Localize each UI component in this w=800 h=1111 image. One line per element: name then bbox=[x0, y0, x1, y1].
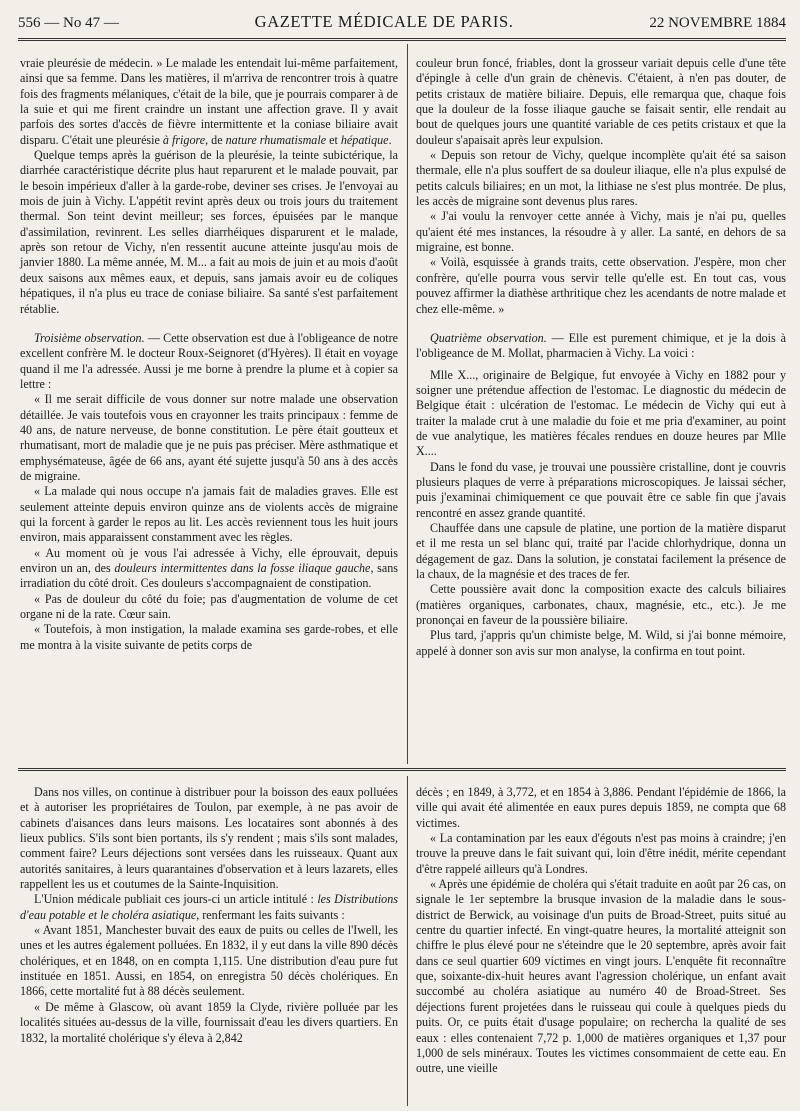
header-rule bbox=[18, 38, 786, 41]
paragraph: Quelque temps après la guérison de la pleurésie, la teinte subictérique, la diarrhée caractéristique décrite plus haut reparurent et le malade pouvait, par le besoin impérieux d'aller à la garde-robe, deviner ses crises. Je l'envoyai au mois de juin à Vichy. L'appétit revint après deux ou trois jours du traitement thermal. Son teint devint meilleur; ses forces, épuisées par le manque d'assimilation, revinrent. Les selles diarrhéiques disparurent et le malade, après son retour de Vichy, n'en ressentit aucune atteinte jusqu'au mois de janvier 1880. La même année, M. M... a fait au mois de juin et au mois d'août deux saisons aux mêmes eaux, et depuis, sans jamais avoir eu de coliques hépatiques, il n'a plus eu trace de coniase biliaire. Sa santé s'est parfaitement rétablie. bbox=[20, 148, 398, 316]
column-divider-bottom bbox=[407, 776, 408, 1106]
column-divider-top bbox=[407, 44, 408, 764]
paragraph: Chauffée dans une capsule de platine, une portion de la matière disparut et il me resta un sel blanc qui, traité par l'acide chlorhydrique, donna un dégagement de gaz. Dans la solution, je constatai facilement la présence de la chaux, de la magnésie et des traces de fer. bbox=[416, 520, 786, 581]
column-bottom-left bbox=[20, 785, 398, 1046]
paragraph: « Depuis son retour de Vichy, quelque incomplète qu'ait été sa saison thermale, elle n'a plus souffert de sa douleur iliaque, elle n'a plus expulsé de petits calculs biliaires; en un mot, la lithiase ne s'est plus montrée. De plus, les accès de migraine sont devenus plus rares. bbox=[416, 148, 786, 209]
paragraph: « Au moment où je vous l'ai adressée à Vichy, elle éprouvait, depuis environ un an, des douleurs intermittentes dans la fosse iliaque gauche, sans irradiation du côté droit. Ces douleurs s'accompagnaient de constipation. bbox=[20, 545, 398, 591]
paragraph: « Avant 1851, Manchester buvait des eaux de puits ou celles de l'Iwell, les unes et les autres également polluées. En 1832, il y eut dans la ville 890 décès cholériques, et en 1848, on en compta 1,115. Une distribution d'eau pure fut instituée en 1851. Aussi, en 1854, on enregistra 50 décès cholériques. En 1866, cette mortalité fut à 88 décès seulement. bbox=[20, 923, 398, 999]
paragraph: « Après une épidémie de choléra qui s'était traduite en août par 26 cas, on signale le 1er septembre la brusque invasion de la maladie dans le sous-district de Berwick, au voisinage d'un puits de Broad-Street, puits situé au centre du quartier infecté. En vingt-quatre heures, la mortalité atteignit son chiffre le plus élevé pour ne s'éteindre que le 20 septembre, après avoir fait dans ce seul quartier 609 victimes en vingt jours. L'enquête fit reconnaître que, soixante-dix-huit heures avant l'agression cholérique, un enfant avait succombé au choléra asiatique au numéro 40 de Broad-Street. Ses déjections furent projetées dans le ruisseau qui coule à quelques pieds du puits. Or, ce puits était d'usage populaire; on rechercha la qualité de ses eaux : elles contenaient 7,72 p. 1,000 de matières organiques et 1,37 pour 1,000 de sels minéraux. Toutes les victimes consommaient de cette eau. En outre, une vieille bbox=[416, 877, 786, 1076]
paragraph: Plus tard, j'appris qu'un chimiste belge, M. Wild, si j'ai bonne mémoire, appelé à donner son avis sur mon analyse, la confirma en tout point. bbox=[416, 628, 786, 658]
column-bottom-right bbox=[416, 785, 786, 1077]
paragraph: « Toutefois, à mon instigation, la malade examina ses garde-robes, et elle me montra à la visite suivante de petits corps de bbox=[20, 622, 398, 652]
paragraph: Quatrième observation. — Elle est purement chimique, et je la dois à l'obligeance de M. Mollat, pharmacien à Vichy. La voici : bbox=[416, 330, 786, 361]
paragraph: L'Union médicale publiait ces jours-ci un article intitulé : les Distributions d'eau potable et le choléra asiatique, renfermant les faits suivants : bbox=[20, 892, 398, 922]
page-number: 556 bbox=[18, 15, 41, 31]
paragraph: couleur brun foncé, friables, dont la grosseur variait depuis celle d'une tête d'épingle à celle d'un grain de chènevis. C'étaient, à n'en pas douter, de petits cristaux de matière biliaire. Depuis, elle remarqua que, chaque fois que la douleur de la fosse iliaque gauche se faisait sentir, elle rendait au bout de quelques jours une quantité variable de ces petits cristaux et que la douleur s'apaisait après leur expulsion. bbox=[416, 56, 786, 147]
paragraph: Dans le fond du vase, je trouvai une poussière cristalline, dont je couvris plusieurs plaques de verre à préparations microscopiques. Je laissai sécher, puis j'examinai chimiquement ce que pouvait être ce sable fin que j'avais rencontré en assez grande quantité. bbox=[416, 459, 786, 520]
section-divider bbox=[18, 768, 786, 771]
paragraph: « J'ai voulu la renvoyer cette année à Vichy, mais je n'ai pu, quelles qu'aient été mes instances, la résoudre à y aller. La santé, en dehors de sa migraine, est bonne. bbox=[416, 209, 786, 255]
paragraph: Mlle X..., originaire de Belgique, fut envoyée à Vichy en 1882 pour y soigner une prétendue affection de l'estomac. Le diagnostic du médecin de Belgique était : ulcération de l'estomac. Le médecin de Vichy qui eut à traiter la malade crut à une maladie du foie et me pria d'examiner, au point de vue analytique, les matières fécales rendues en douze heures par Mlle X.... bbox=[416, 367, 786, 459]
paragraph: « De même à Glascow, où avant 1859 la Clyde, rivière polluée par les localités situées au-dessus de la ville, fournissait d'eau les divers quartiers. En 1832, la mortalité cholérique s'y éleva à 2,842 bbox=[20, 999, 398, 1045]
issue-number: — No 47 — bbox=[44, 15, 119, 31]
paragraph: « La contamination par les eaux d'égouts n'est pas moins à craindre; j'en trouve la preuve dans le fait suivant qui, loin d'être inédit, mérite cependant d'être rappelé ailleurs qu'à Londres. bbox=[416, 831, 786, 876]
paragraph: vraie pleurésie de médecin. » Le malade les entendait lui-même parfaitement, ainsi que sa femme. Dans les matières, il m'arriva de rencontrer trois à quatre fois des fragments mélaniques, c'était de la bile, que je pourrais comparer à de la suie et qui me firent craindre un instant une affection grave. Il y avait parfois des sortes d'accès de fièvre intermittente et la coniase biliaire avait disparu. C'était une pleurésie à frigore, de nature rhumatismale et hépatique. bbox=[20, 56, 398, 147]
section-heading: Quatrième observation. bbox=[430, 330, 547, 345]
paragraph: Dans nos villes, on continue à distribuer pour la boisson des eaux polluées et à autoriser les propriétaires de Toulon, par exemple, à ne pas avoir de cabinets d'aisances dans leurs maisons. Les locataires sont abonnés à des lieux publics. S'ils sont bien portants, ils s'y rendent ; mais s'ils sont malades, comment faire? Leurs déjections sont versées dans les ruisseaux. Quant aux autorités sanitaires, à leurs quarantaines d'observation et à leurs lazarets, elles rappellent les us et coutumes de la Sainte-Inquisition. bbox=[20, 785, 398, 892]
masthead bbox=[18, 12, 786, 36]
paragraph: Cette poussière avait donc la composition exacte des calculs biliaires (matières organiques, carbonates, chaux, magnésie, etc., etc.). Je me prononçai en faveur de la poussière biliaire. bbox=[416, 582, 786, 628]
section-heading: Troisième observation. bbox=[34, 330, 145, 345]
paragraph: Troisième observation. — Cette observation est due à l'obligeance de notre excellent confrère M. le docteur Roux-Seignoret (d'Hyères). Il était en voyage quand il me l'a adressée. Aussi je me borne à prendre la plume et à copier sa lettre : bbox=[20, 330, 398, 391]
issue-date: 22 NOVEMBRE 1884 bbox=[649, 15, 786, 31]
paragraph: « Il me serait difficile de vous donner sur notre malade une observation détaillée. Je vais toutefois vous en crayonner les traits principaux : femme de 40 ans, de nature nerveuse, de bonne constitution. Le père était goutteux et rhumatisant, mort de maladie que je ne puis pas préciser. Mère asthmatique et emphysémateuse, âgée de 66 ans, ayant été sujette jusqu'à 50 ans à des accès de migraine. bbox=[20, 392, 398, 483]
column-top-left bbox=[20, 56, 398, 653]
page-number-line bbox=[18, 15, 119, 32]
paragraph: « Voilà, esquissée à grands traits, cette observation. J'espère, mon cher confrère, qu'elle pourra vous servir telle qu'elle est. En tout cas, vous pouvez affirmer la diathèse arthritique chez les acendants de notre malade et chez elle-même. » bbox=[416, 255, 786, 316]
column-top-right bbox=[416, 56, 786, 659]
journal-title: GAZETTE MÉDICALE DE PARIS. bbox=[254, 12, 514, 31]
paragraph: « La malade qui nous occupe n'a jamais fait de maladies graves. Elle est seulement atteinte depuis environ quinze ans de violents accès de migraine qui la forcent à garder le repos au lit. Les accès reviennent tous les huit jours environ, mais apparaissent constamment avec les règles. bbox=[20, 484, 398, 545]
paragraph: « Pas de douleur du côté du foie; pas d'augmentation de volume de cet organe ni de la rate. Cœur sain. bbox=[20, 591, 398, 622]
paragraph: décès ; en 1849, à 3,772, et en 1854 à 3,886. Pendant l'épidémie de 1866, la ville qui avait été alimentée en eaux pures depuis 1859, ne compta que 68 victimes. bbox=[416, 785, 786, 830]
